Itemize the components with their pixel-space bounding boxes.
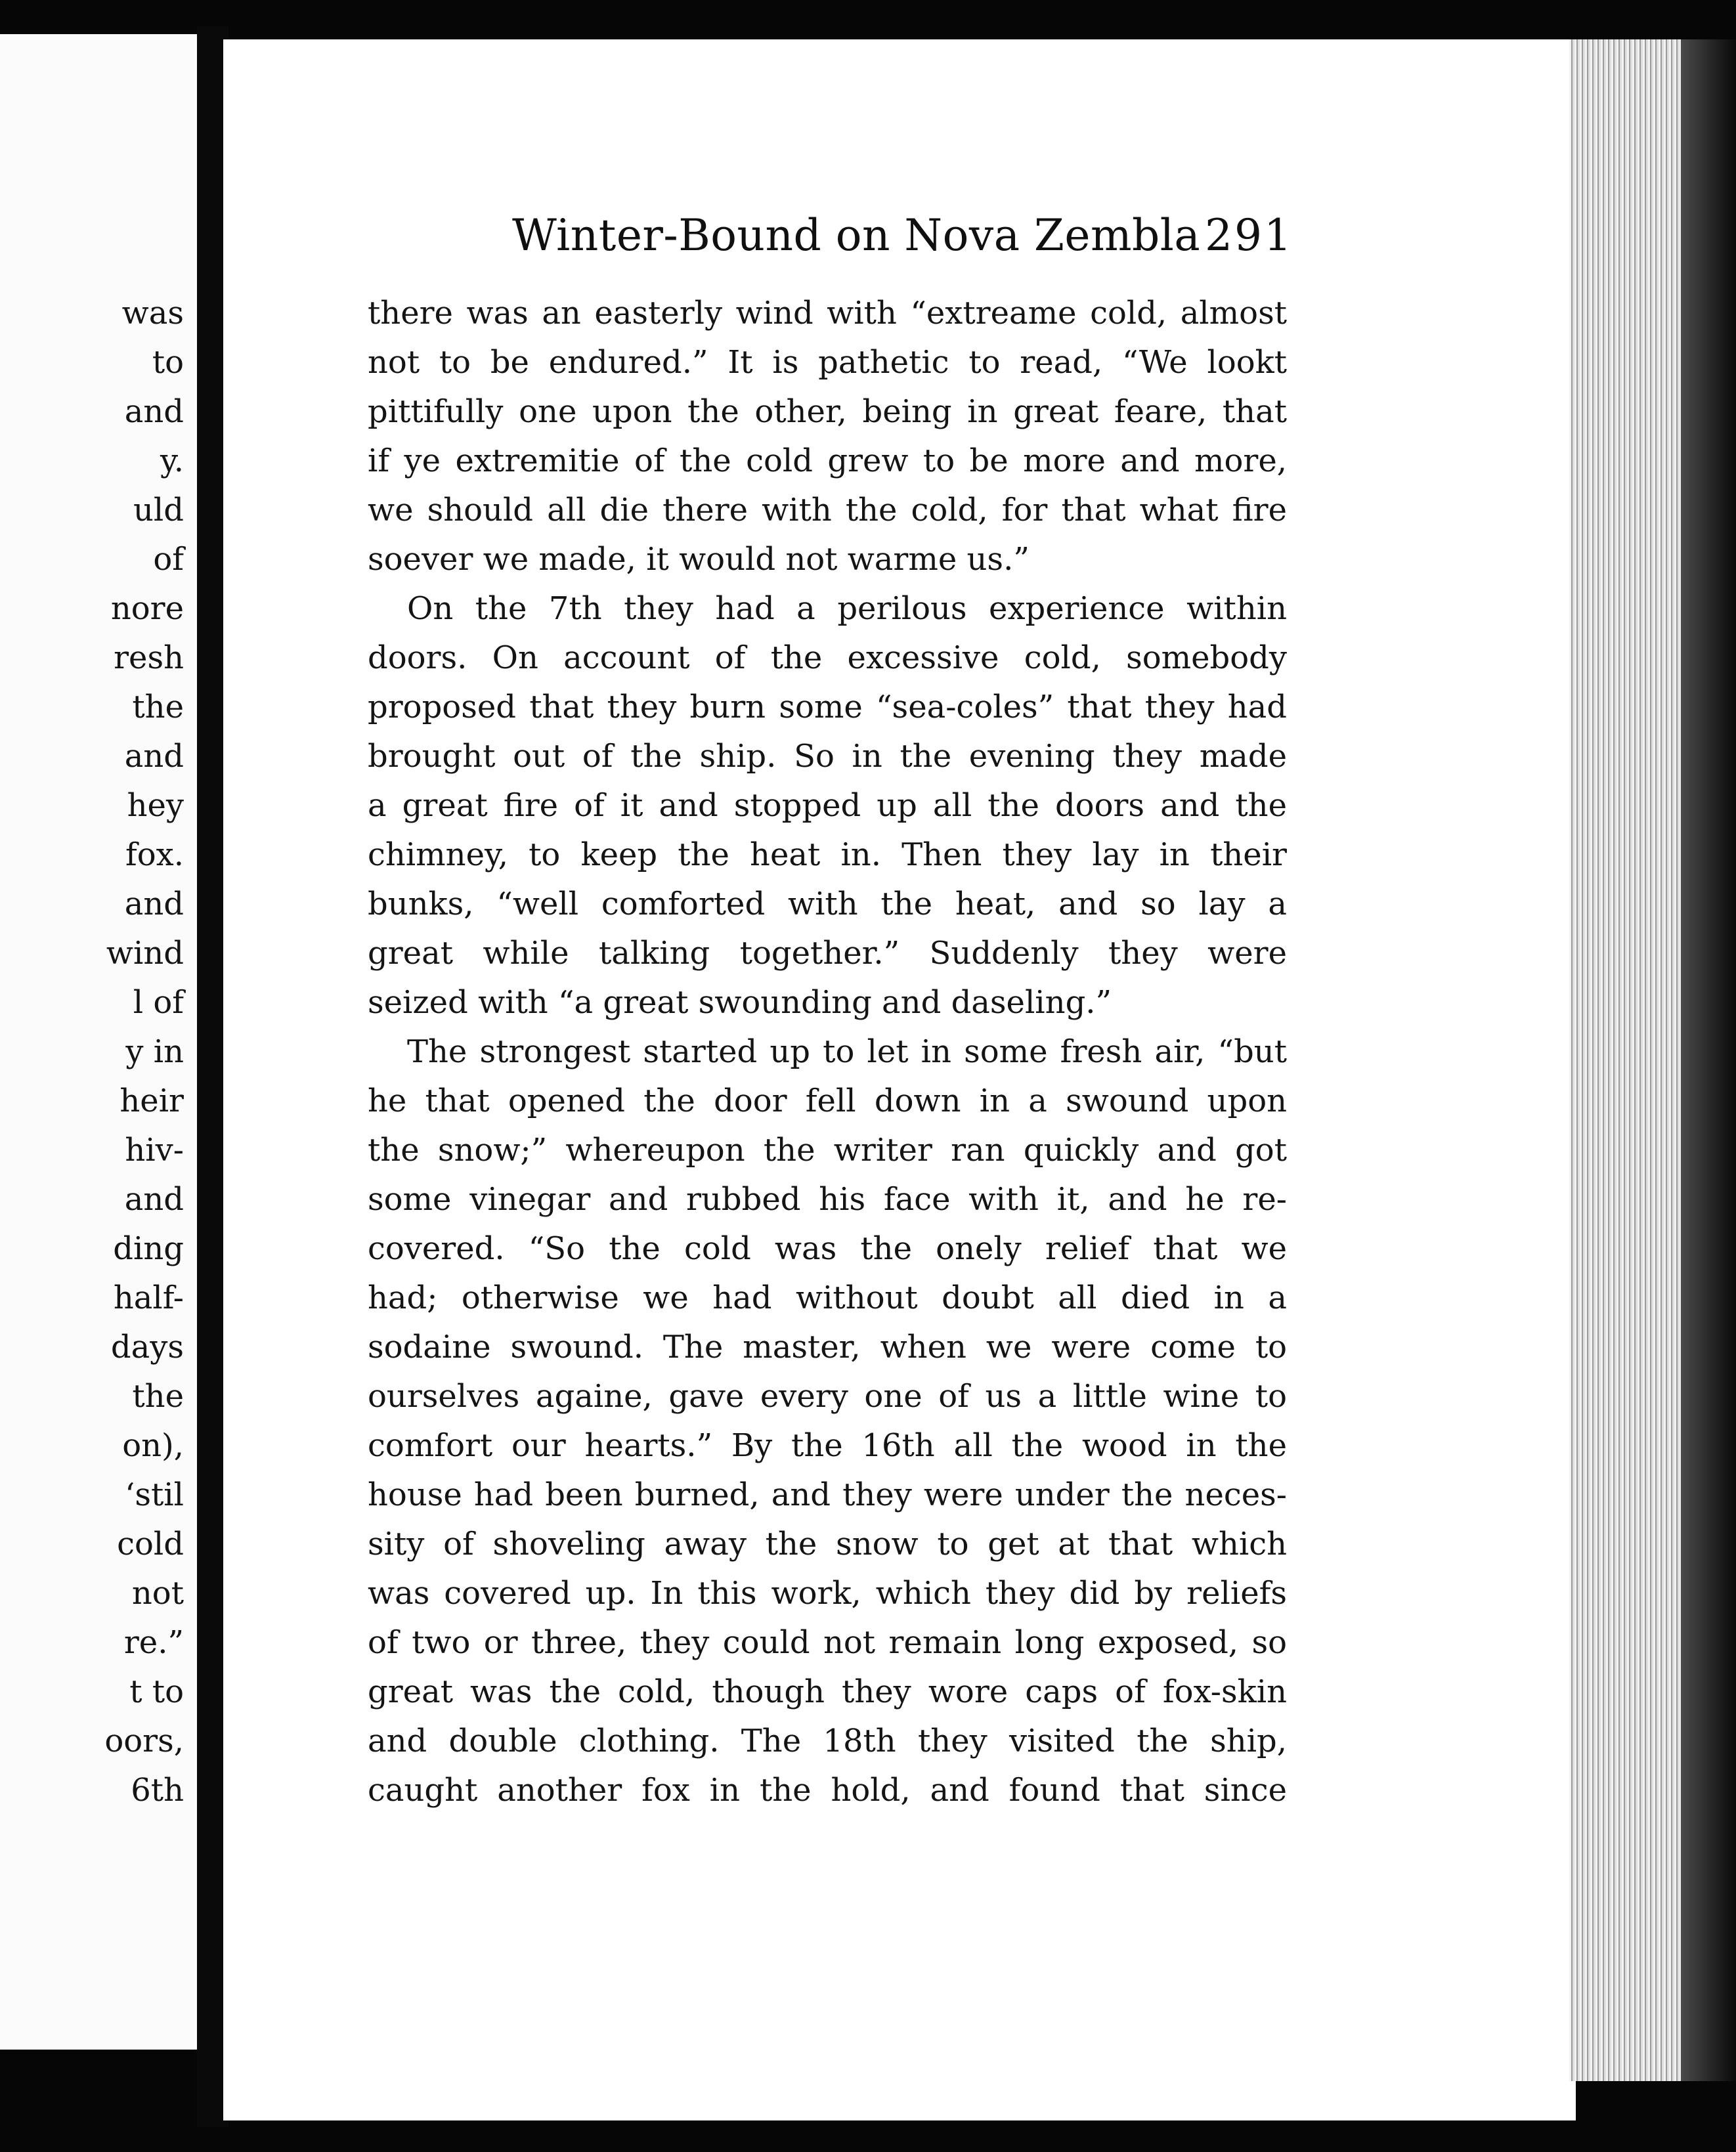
text-line: soever we made, it would not warme us.”	[368, 541, 1030, 578]
left-page-fragment: re.”	[123, 1624, 184, 1661]
left-page-fragment: of	[153, 541, 184, 578]
left-page-fragment: heir	[119, 1083, 184, 1119]
text-line: pittifully one upon the other, being in great feare, that	[368, 393, 1287, 430]
text-line: he that opened the door fell down in a swound upon	[368, 1083, 1287, 1119]
text-line: ourselves againe, gave every one of us a little wine to	[368, 1378, 1287, 1415]
left-page-fragment: nore	[110, 590, 184, 627]
text-line: The strongest started up to let in some fresh air, “but	[407, 1033, 1287, 1070]
left-page-fragment: and	[124, 738, 184, 775]
text-line: great while talking together.” Suddenly they were	[368, 935, 1287, 972]
left-page-fragment: hey	[127, 787, 184, 824]
left-page-fragment: ding	[113, 1230, 184, 1267]
left-page-fragment: ‘stil	[125, 1476, 184, 1513]
left-page-fragment: on),	[122, 1427, 184, 1464]
text-line: sodaine swound. The master, when we were come to	[368, 1329, 1287, 1366]
left-page-fragment: hiv-	[125, 1132, 184, 1169]
text-line: On the 7th they had a perilous experience within	[407, 590, 1287, 627]
text-line: there was an easterly wind with “extreame cold, almost	[368, 295, 1287, 332]
text-line: comfort our hearts.” By the 16th all the wood in the	[368, 1427, 1287, 1464]
left-page-fragment: and	[124, 393, 184, 430]
text-line: the snow;” whereupon the writer ran quickly and got	[368, 1132, 1287, 1169]
page-number: 291	[1205, 210, 1293, 261]
left-page-fragment: t to	[129, 1673, 184, 1710]
left-page-fragment: and	[124, 1181, 184, 1218]
text-line: had; otherwise we had without doubt all died in a	[368, 1280, 1287, 1316]
left-page-fragment: was	[121, 295, 184, 332]
text-line: sity of shoveling away the snow to get at that which	[368, 1526, 1287, 1562]
text-line: and double clothing. The 18th they visited the ship,	[368, 1723, 1287, 1759]
text-line: was covered up. In this work, which they did by reliefs	[368, 1575, 1287, 1612]
text-line: we should all die there with the cold, for that what fire	[368, 492, 1287, 528]
text-line: great was the cold, though they wore caps of fox-skin	[368, 1673, 1287, 1710]
text-line: chimney, to keep the heat in. Then they lay in their	[368, 836, 1287, 873]
left-page-fragment: uld	[133, 492, 184, 528]
left-page-fragment: cold	[117, 1526, 184, 1562]
text-line: bunks, “well comforted with the heat, and so lay a	[368, 886, 1287, 922]
page-edge-shadow	[1681, 39, 1736, 2081]
left-page-fragment: l of	[133, 984, 184, 1021]
text-line: caught another fox in the hold, and found that since	[368, 1772, 1287, 1809]
left-facing-page	[0, 34, 197, 2050]
left-page-fragment: resh	[114, 639, 184, 676]
text-line: house had been burned, and they were under the neces-	[368, 1476, 1287, 1513]
left-page-fragment: to	[152, 344, 184, 381]
left-page-fragment: and	[124, 886, 184, 922]
left-page-fragment: y.	[160, 442, 184, 479]
left-page-text-fragments	[26, 289, 184, 1815]
left-page-fragment: half-	[113, 1280, 184, 1316]
left-page-fragment: y in	[125, 1033, 184, 1070]
running-head	[512, 210, 1293, 269]
running-head-title: Winter-Bound on Nova Zembla	[512, 210, 1201, 261]
left-page-fragment: fox.	[125, 836, 184, 873]
left-page-fragment: days	[110, 1329, 184, 1366]
text-line: seized with “a great swounding and daseling.”	[368, 984, 1112, 1021]
left-page-fragment: oors,	[104, 1723, 184, 1759]
left-page-fragment: the	[132, 1378, 184, 1415]
body-text	[368, 289, 1287, 1815]
text-line: covered. “So the cold was the onely relief that we	[368, 1230, 1287, 1267]
text-line: doors. On account of the excessive cold, somebody	[368, 639, 1287, 676]
left-page-fragment: 6th	[131, 1772, 184, 1809]
left-page-fragment: the	[132, 689, 184, 725]
text-line: of two or three, they could not remain long exposed, so	[368, 1624, 1287, 1661]
text-line: some vinegar and rubbed his face with it, and he re-	[368, 1181, 1287, 1218]
left-page-fragment: wind	[106, 935, 184, 972]
left-page-fragment: not	[131, 1575, 184, 1612]
text-line: a great fire of it and stopped up all the doors and the	[368, 787, 1287, 824]
text-line: proposed that they burn some “sea-coles” that they had	[368, 689, 1287, 725]
text-line: not to be endured.” It is pathetic to read, “We lookt	[368, 344, 1287, 381]
text-line: if ye extremitie of the cold grew to be more and more,	[368, 442, 1287, 479]
text-line: brought out of the ship. So in the evening they made	[368, 738, 1287, 775]
